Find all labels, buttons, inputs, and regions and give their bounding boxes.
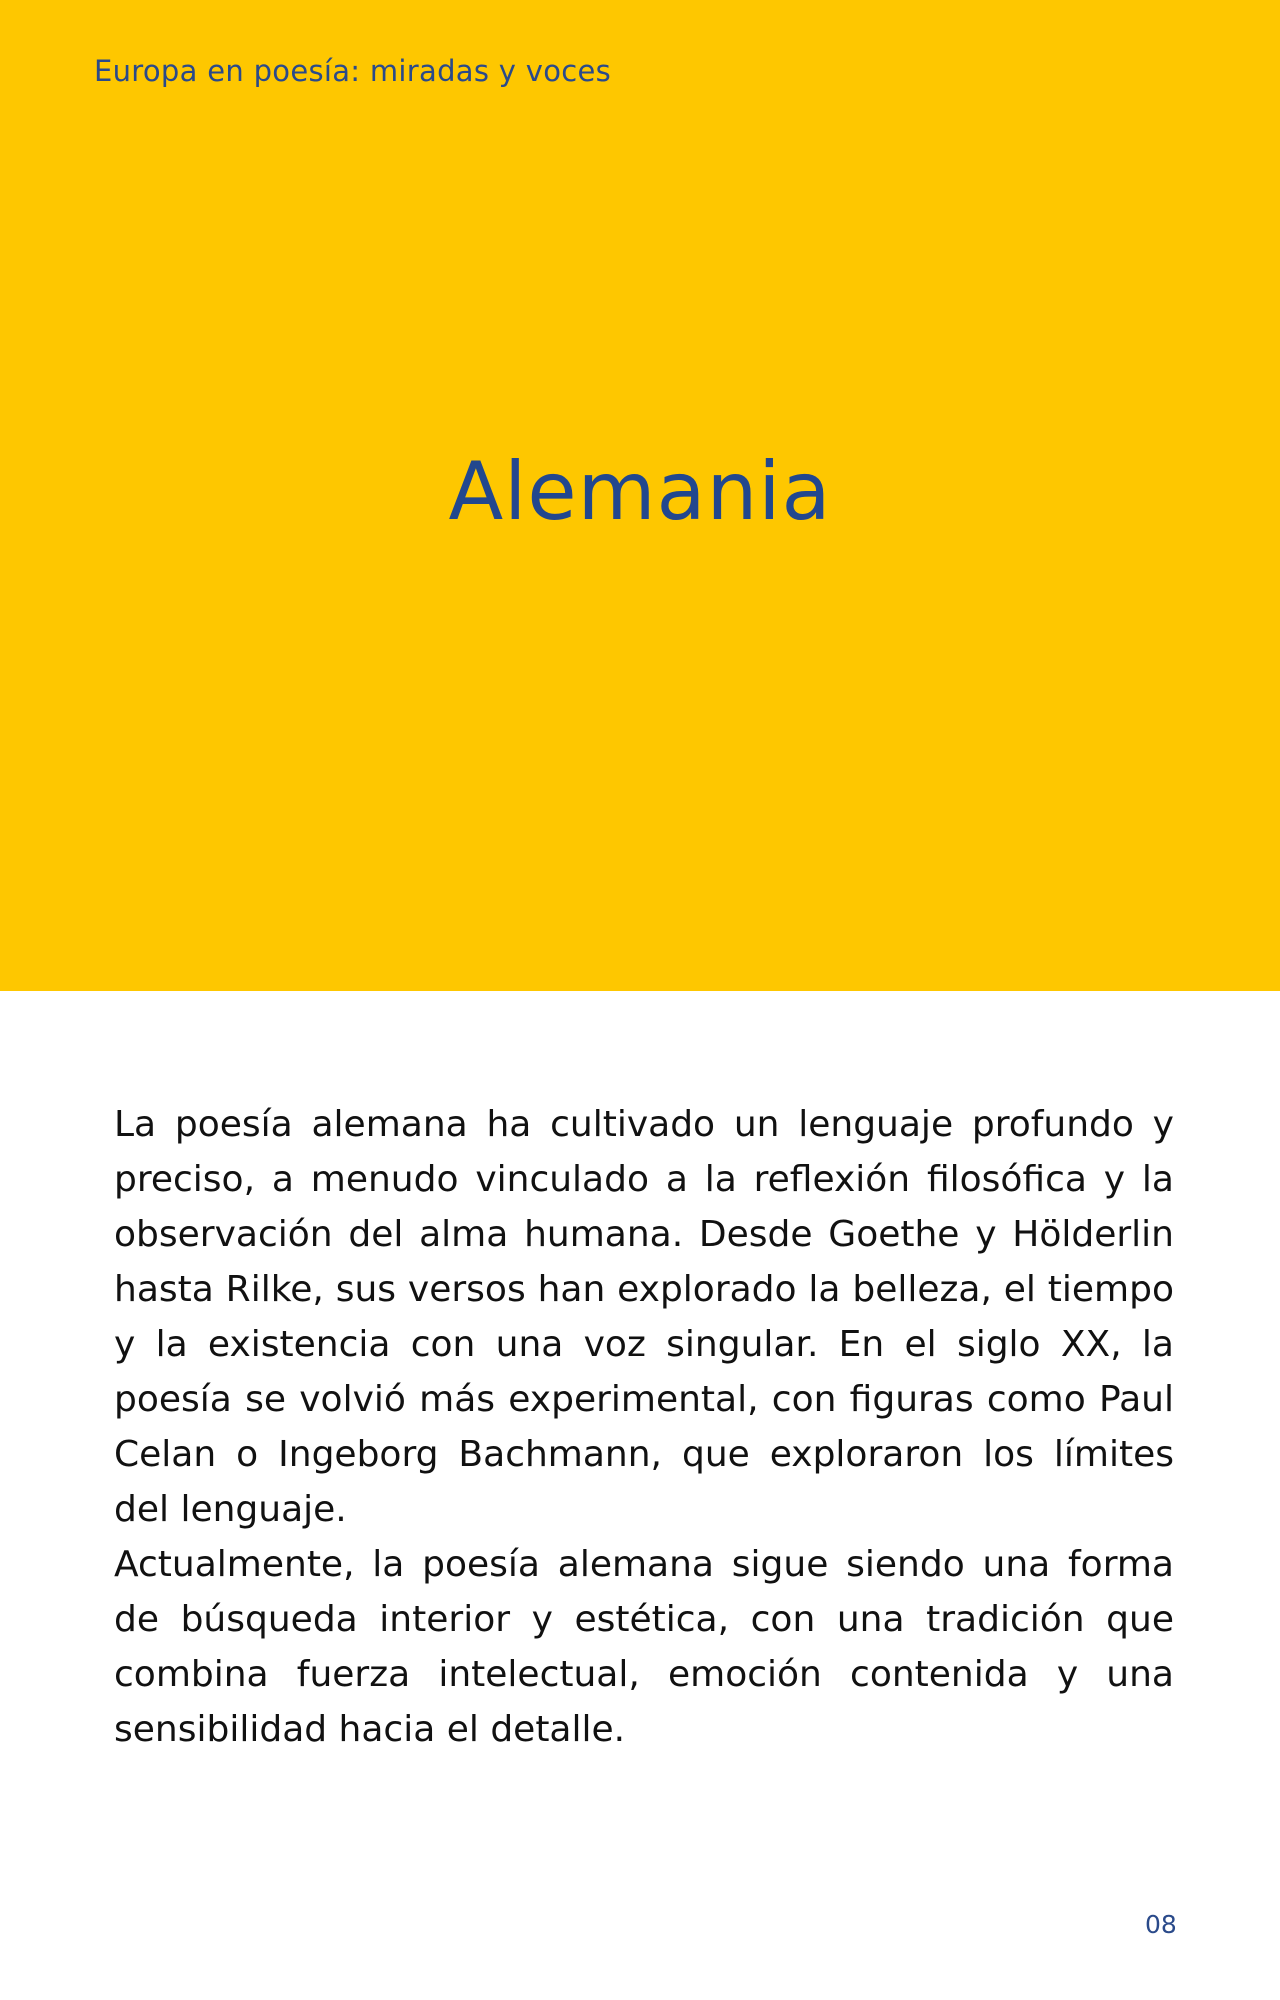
page-number: 08 (1145, 1910, 1177, 1939)
body-text (114, 1097, 1174, 1757)
body-paragraph-1: La poesía alemana ha cultivado un lenguaje profundo y preciso, a menudo vinculado a la reflexión filosófica y la observación del alma humana. Desde Goethe y Hölderlin hasta Rilke, sus versos han explorado la belleza, el tiempo y la existencia con una voz singular. En el siglo XX, la poesía se volvió más experimental, con figuras como Paul Celan o Ingeborg Bachmann, que exploraron los límites del lenguaje. (114, 1104, 1174, 1530)
body-paragraph-2: Actualmente, la poesía alemana sigue siendo una forma de búsqueda interior y estética, con una tradición que combina fuerza intelectual, emoción contenida y una sensibilidad hacia el detalle. (114, 1544, 1174, 1750)
chapter-hero-banner (0, 0, 1280, 991)
chapter-title: Alemania (448, 445, 832, 538)
running-header-title: Europa en poesía: miradas y voces (94, 54, 612, 88)
